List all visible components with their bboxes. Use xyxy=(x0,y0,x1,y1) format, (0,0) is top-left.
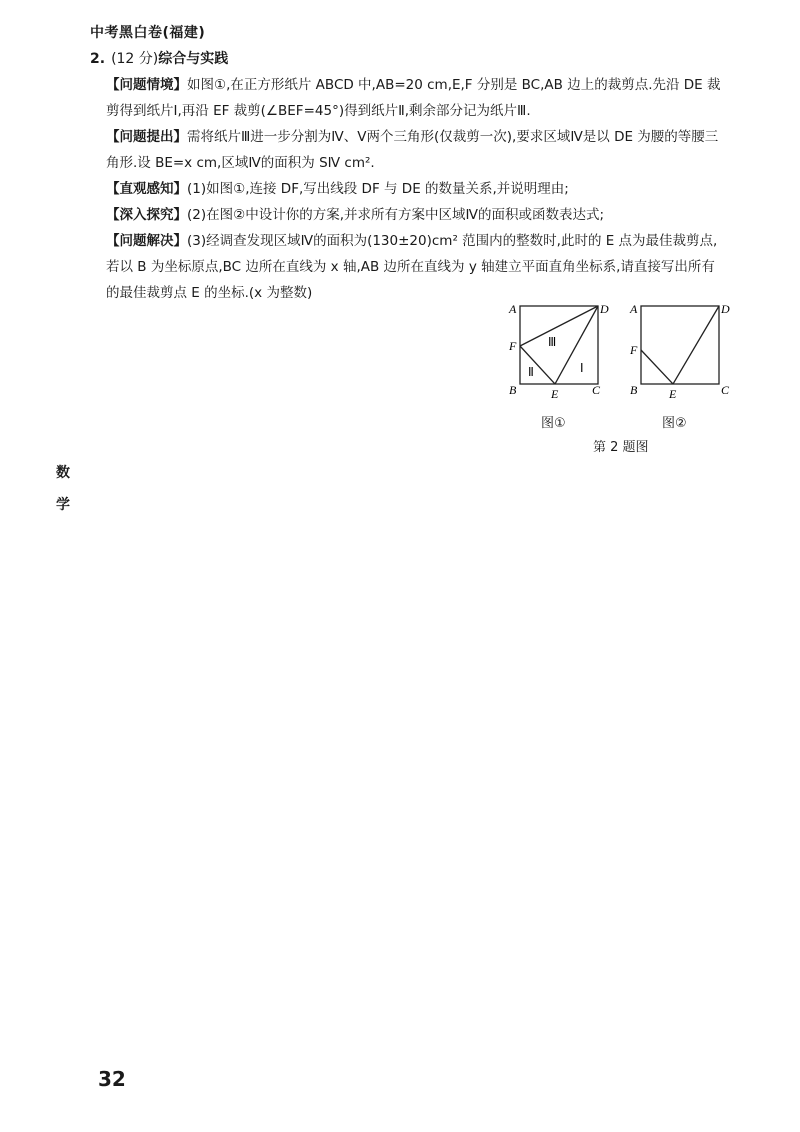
region-1-label: Ⅰ xyxy=(580,361,584,375)
label-c: C xyxy=(721,383,730,397)
label-d: D xyxy=(600,302,609,316)
paragraph-tag: 【问题解决】 xyxy=(106,233,187,249)
paragraph-solve xyxy=(106,228,726,306)
side-label-char-1: 数 xyxy=(56,465,70,481)
cut-ef xyxy=(641,350,673,384)
figure-group-caption: 第 2 题图 xyxy=(593,440,649,455)
label-e: E xyxy=(669,387,677,401)
paragraph-text: 需将纸片Ⅲ进一步分割为Ⅳ、Ⅴ两个三角形(仅裁剪一次),要求区域Ⅳ是以 DE 为腰的等腰三角形.设 BE=x cm,区域Ⅳ的面积为 SⅣ cm². xyxy=(106,129,719,171)
label-b: B xyxy=(509,383,517,397)
figure-1 xyxy=(500,298,615,408)
paragraph-tag: 【问题情境】 xyxy=(106,77,187,93)
label-d: D xyxy=(721,302,730,316)
paragraph-tag: 【深入探究】 xyxy=(106,207,187,223)
paragraph-tag: 【问题提出】 xyxy=(106,129,187,145)
cut-ef xyxy=(520,346,555,384)
paragraph-text: (3)经调查发现区域Ⅳ的面积为(130±20)cm² 范围内的整数时,此时的 E 点为最佳裁剪点,若以 B 为坐标原点,BC 边所在直线为 x 轴,AB 边所在直线为 y 轴建立平面直角坐标系,请直接写出所有的最佳裁剪点 E 的坐标.(x 为整数) xyxy=(106,233,718,301)
paragraph-text: (1)如图①,连接 DF,写出线段 DF 与 DE 的数量关系,并说明理由; xyxy=(187,181,569,197)
label-a: A xyxy=(509,302,517,316)
label-a: A xyxy=(630,302,638,316)
question-heading xyxy=(90,48,228,68)
paragraph-explore xyxy=(106,202,726,228)
question-points: (12 分) xyxy=(111,51,159,67)
paragraph-text: (2)在图②中设计你的方案,并求所有方案中区域Ⅳ的面积或函数表达式; xyxy=(187,207,605,223)
paragraph-situation xyxy=(106,72,726,124)
paragraph-intuition xyxy=(106,176,726,202)
region-2-label: Ⅱ xyxy=(528,365,534,379)
label-f: F xyxy=(509,339,517,353)
cut-de xyxy=(673,306,719,384)
question-body xyxy=(106,72,726,306)
region-3-label: Ⅲ xyxy=(548,335,557,349)
paragraph-text: 如图①,在正方形纸片 ABCD 中,AB=20 cm,E,F 分别是 BC,AB 边上的裁剪点.先沿 DE 裁剪得到纸片Ⅰ,再沿 EF 裁剪(∠BEF=45°)得到纸片Ⅱ,剩余部分记为纸片Ⅲ. xyxy=(106,77,721,119)
label-b: B xyxy=(630,383,638,397)
label-f: F xyxy=(630,343,638,357)
figure-2-caption: 图② xyxy=(662,416,687,431)
book-header: 中考黑白卷(福建) xyxy=(90,25,206,41)
figure-2 xyxy=(623,298,738,408)
question-number: 2. xyxy=(90,51,106,67)
label-c: C xyxy=(592,383,601,397)
paragraph-tag: 【直观感知】 xyxy=(106,181,187,197)
figure-1-caption: 图① xyxy=(541,416,566,431)
question-title: 综合与实践 xyxy=(158,51,229,67)
page-number: 32 xyxy=(98,1067,126,1091)
paragraph-problem xyxy=(106,124,726,176)
label-e: E xyxy=(551,387,559,401)
side-label-char-2: 学 xyxy=(56,497,70,513)
